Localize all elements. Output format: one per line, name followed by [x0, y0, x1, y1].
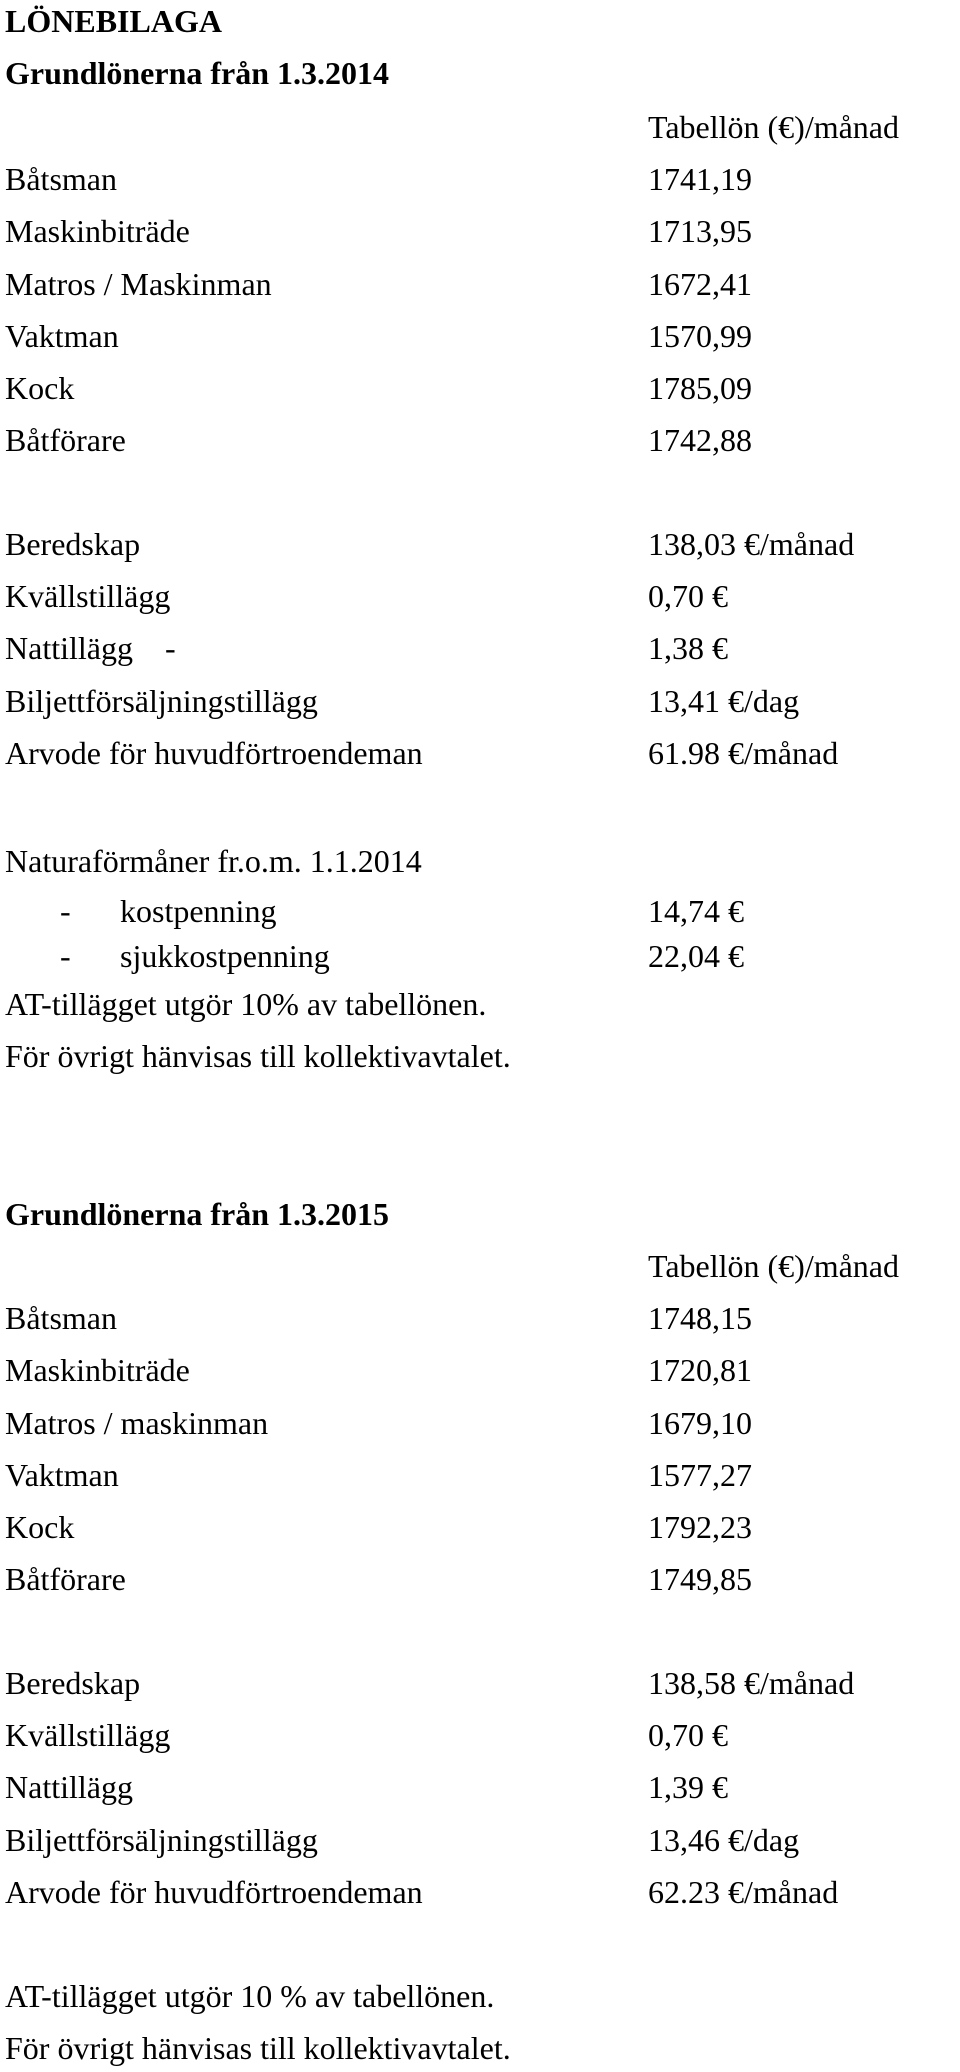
- benefit-label: kostpenning: [120, 893, 277, 929]
- allowance-label: Beredskap: [5, 526, 141, 562]
- benefit-dash: -: [60, 938, 71, 974]
- allowance-label: Kvällstillägg: [5, 578, 171, 614]
- wage-label: Kock: [5, 370, 75, 406]
- section-2015-column-header: Tabellön (€)/månad: [648, 1248, 899, 1284]
- wage-value: 1792,23: [648, 1509, 752, 1545]
- allowance-label: Kvällstillägg: [5, 1717, 171, 1753]
- note-text: För övrigt hänvisas till kollektivavtalet.: [5, 1038, 511, 1074]
- wage-label: Matros / maskinman: [5, 1405, 269, 1441]
- allowance-value: 138,58 €/månad: [648, 1665, 855, 1701]
- wage-value: 1741,19: [648, 161, 752, 197]
- benefit-value: 14,74 €: [648, 893, 744, 929]
- allowance-value: 0,70 €: [648, 1717, 728, 1753]
- wage-label: Kock: [5, 1509, 75, 1545]
- allowance-value: 1,39 €: [648, 1769, 728, 1805]
- section-2014-column-header: Tabellön (€)/månad: [648, 109, 899, 145]
- note-text: AT-tillägget utgör 10% av tabellönen.: [5, 986, 487, 1022]
- allowance-value: 138,03 €/månad: [648, 526, 855, 562]
- wage-value: 1742,88: [648, 422, 752, 458]
- wage-value: 1679,10: [648, 1405, 752, 1441]
- wage-value: 1570,99: [648, 318, 752, 354]
- allowance-label: Nattillägg: [5, 1769, 133, 1805]
- note-text: För övrigt hänvisas till kollektivavtalet.: [5, 2030, 511, 2066]
- wage-label: Båtförare: [5, 1561, 126, 1597]
- allowance-value: 13,46 €/dag: [648, 1822, 800, 1858]
- allowance-label: Biljettförsäljningstillägg: [5, 683, 318, 719]
- wage-label: Matros / Maskinman: [5, 266, 272, 302]
- benefit-label: sjukkostpenning: [120, 938, 330, 974]
- allowance-value: 62.23 €/månad: [648, 1874, 839, 1910]
- wage-value: 1577,27: [648, 1457, 752, 1493]
- wage-label: Maskinbiträde: [5, 1352, 190, 1388]
- wage-value: 1785,09: [648, 370, 752, 406]
- wage-value: 1748,15: [648, 1300, 752, 1336]
- document-title: LÖNEBILAGA: [5, 3, 222, 39]
- wage-label: Vaktman: [5, 1457, 119, 1493]
- allowance-label: Arvode för huvudförtroendeman: [5, 735, 423, 771]
- allowance-value: 13,41 €/dag: [648, 683, 800, 719]
- allowance-label: Arvode för huvudförtroendeman: [5, 1874, 423, 1910]
- wage-value: 1672,41: [648, 266, 752, 302]
- wage-label: Båtförare: [5, 422, 126, 458]
- note-text: AT-tillägget utgör 10 % av tabellönen.: [5, 1978, 495, 2014]
- allowance-value: 0,70 €: [648, 578, 728, 614]
- wage-label: Båtsman: [5, 1300, 117, 1336]
- section-2015-heading: Grundlönerna från 1.3.2015: [5, 1196, 390, 1232]
- allowance-value: 1,38 €: [648, 630, 728, 666]
- wage-label: Maskinbiträde: [5, 213, 190, 249]
- wage-value: 1749,85: [648, 1561, 752, 1597]
- wage-label: Båtsman: [5, 161, 117, 197]
- section-2014-heading: Grundlönerna från 1.3.2014: [5, 55, 390, 91]
- allowance-value: 61.98 €/månad: [648, 735, 839, 771]
- allowance-label: Biljettförsäljningstillägg: [5, 1822, 318, 1858]
- wage-value: 1720,81: [648, 1352, 752, 1388]
- benefit-dash: -: [60, 893, 71, 929]
- benefits-heading: Naturaförmåner fr.o.m. 1.1.2014: [5, 843, 422, 879]
- allowance-label: Beredskap: [5, 1665, 141, 1701]
- allowance-label: Nattillägg -: [5, 630, 176, 666]
- benefit-value: 22,04 €: [648, 938, 744, 974]
- wage-label: Vaktman: [5, 318, 119, 354]
- wage-value: 1713,95: [648, 213, 752, 249]
